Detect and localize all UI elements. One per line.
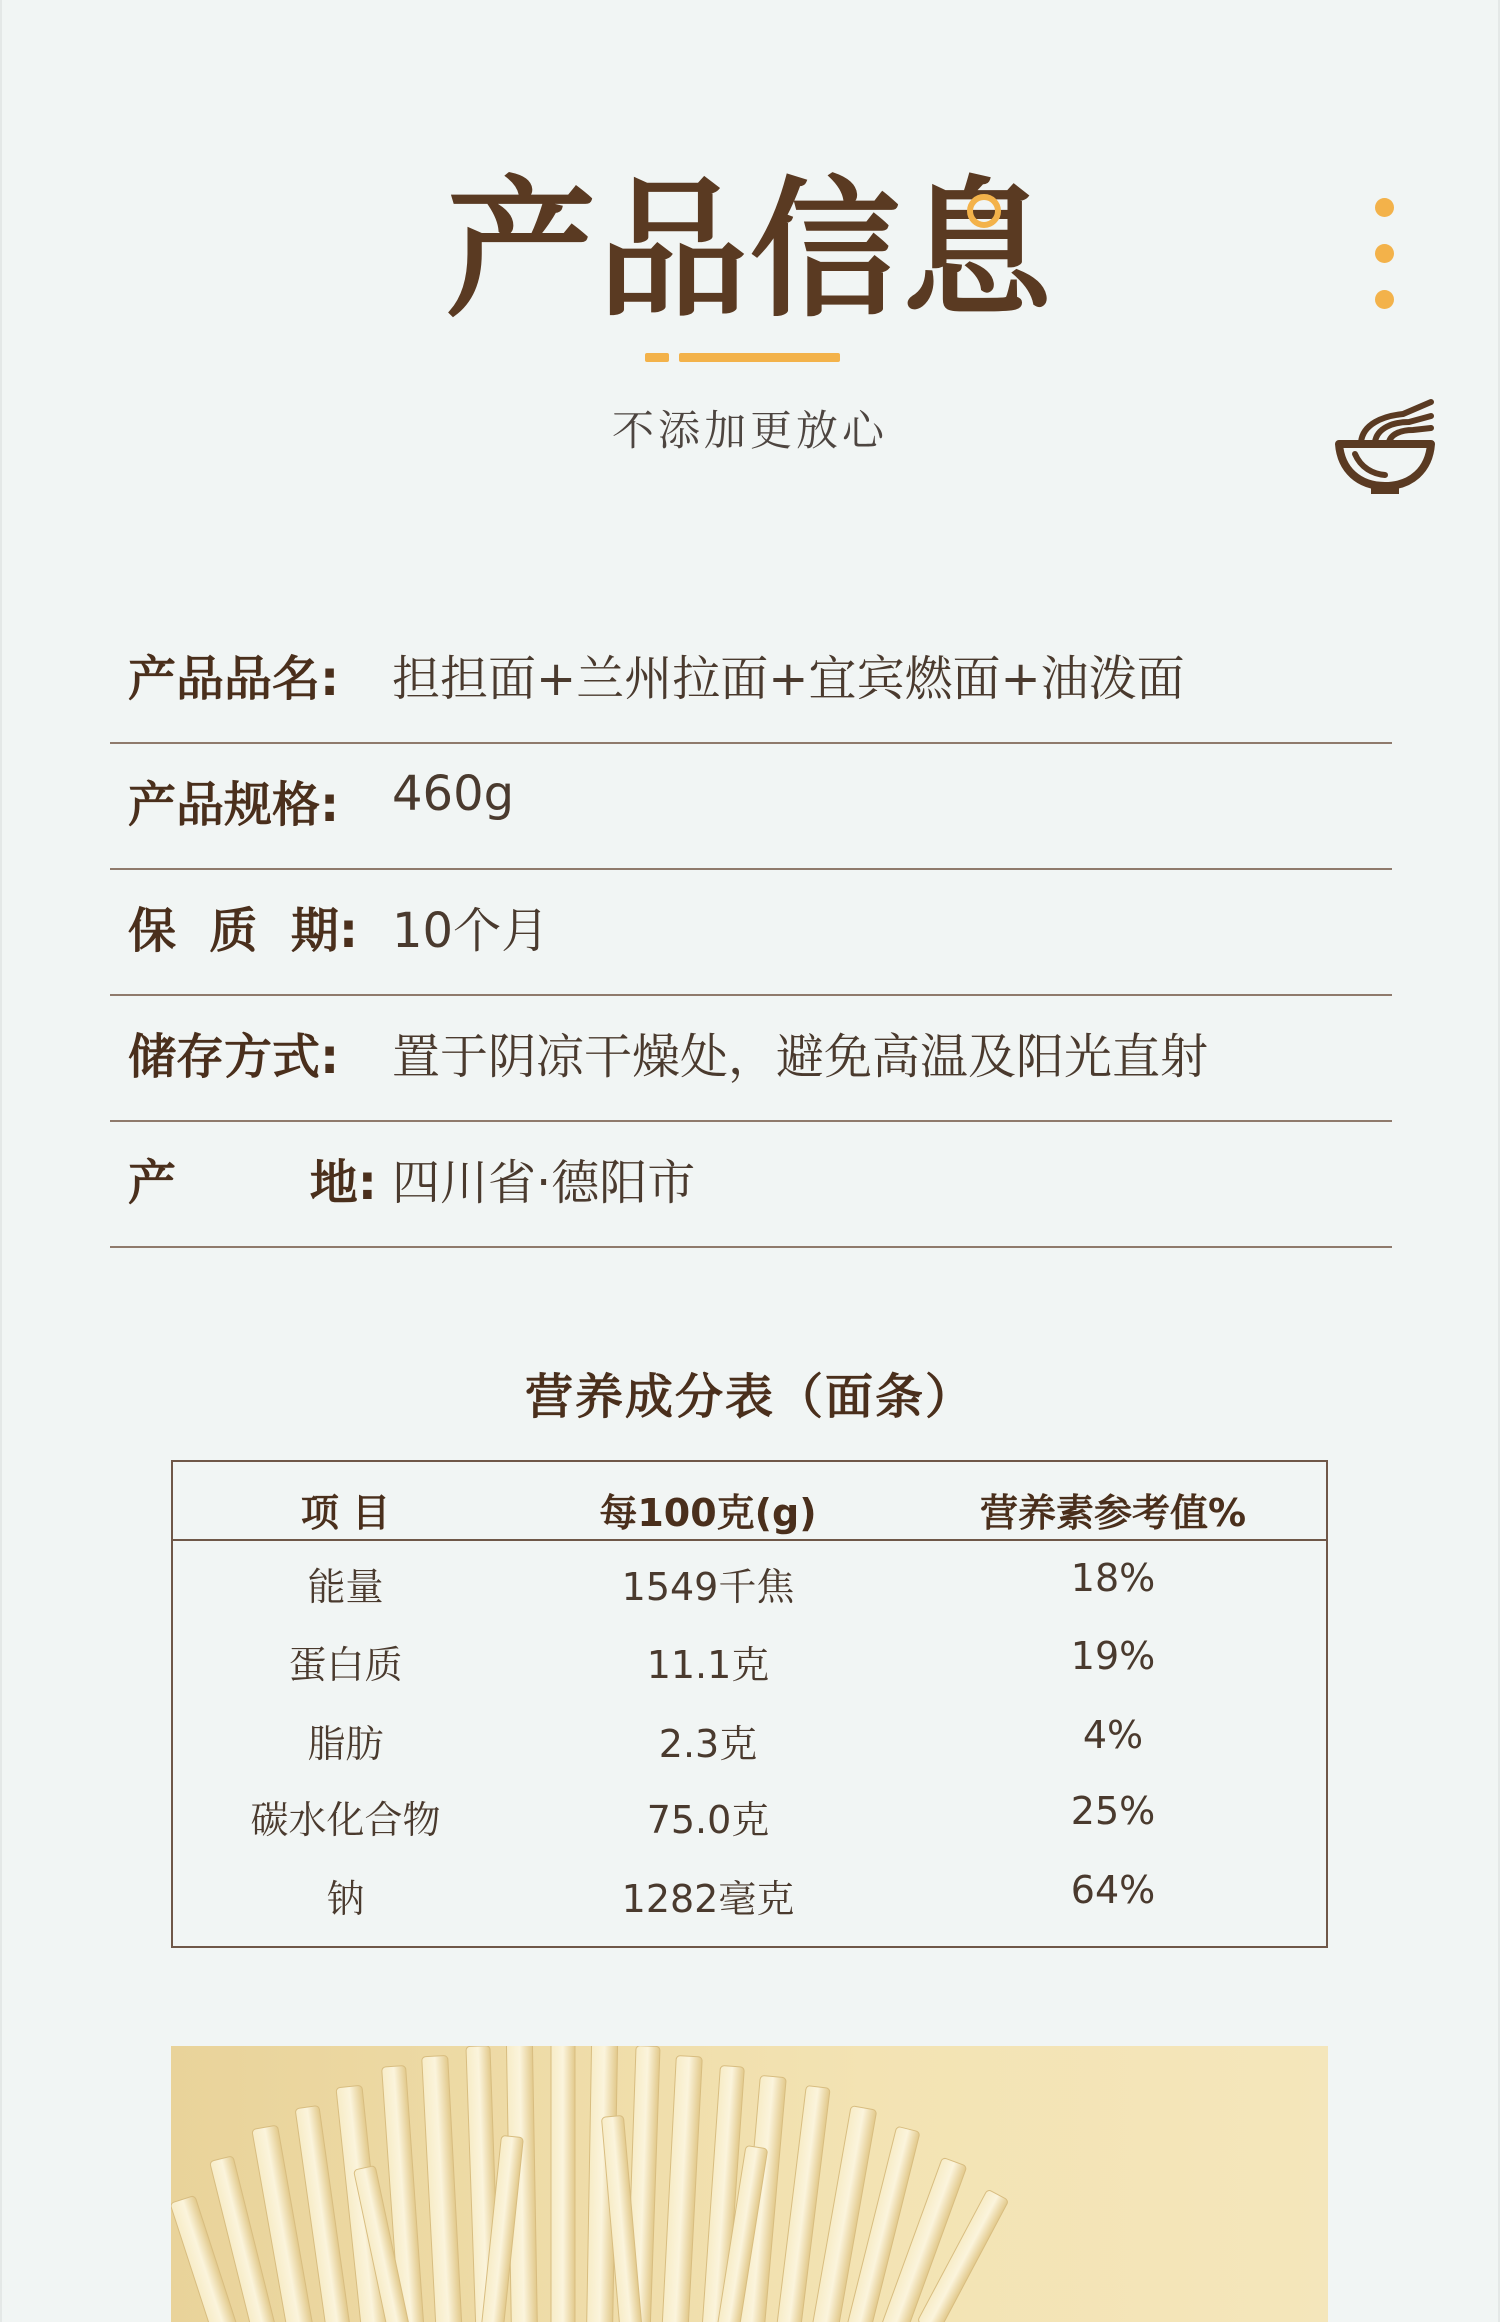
nutrient-nrv: 19%	[1070, 1634, 1156, 1678]
nutrition-title: 营养成分表（面条）	[524, 1369, 975, 1425]
left-border	[0, 0, 2, 2322]
nutrient-nrv: 25%	[1070, 1789, 1156, 1833]
product-info-list	[110, 618, 1392, 1248]
info-row-spec	[110, 744, 1392, 870]
info-value: 10个月	[392, 903, 550, 959]
nutrient-nrv: 64%	[1070, 1868, 1156, 1912]
info-label: 保 质 期:	[128, 903, 359, 959]
table-row	[173, 1713, 1326, 1791]
nutrient-name: 脂肪	[307, 1722, 384, 1766]
nutrient-name: 碳水化合物	[250, 1798, 441, 1842]
info-label: 储存方式:	[128, 1029, 340, 1085]
nutrient-nrv: 18%	[1070, 1556, 1156, 1600]
nutrient-amount: 75.0克	[646, 1798, 770, 1842]
nutrition-header-row	[173, 1462, 1326, 1541]
info-value: 担担面+兰州拉面+宜宾燃面+油泼面	[392, 651, 1185, 707]
page-subtitle: 不添加更放心	[611, 406, 888, 455]
info-value: 460g	[392, 766, 515, 822]
table-row	[173, 1556, 1326, 1634]
header-per-100g: 每100克(g)	[599, 1491, 817, 1535]
nutrition-table	[171, 1460, 1328, 1948]
header-item: 项 目	[300, 1491, 391, 1535]
info-value: 四川省·德阳市	[392, 1155, 696, 1211]
nutrient-name: 蛋白质	[288, 1643, 403, 1687]
table-row	[173, 1868, 1326, 1946]
nutrient-name: 钠	[326, 1877, 365, 1921]
nutrient-amount: 11.1克	[646, 1643, 770, 1687]
header-nrv: 营养素参考值%	[979, 1491, 1247, 1535]
noodles-illustration	[171, 2046, 1328, 2322]
info-label: 产品规格:	[128, 777, 340, 833]
title-accent-ring	[967, 194, 1001, 228]
nutrient-amount: 1282毫克	[621, 1877, 795, 1921]
page-title: 产品信息	[445, 162, 1054, 338]
vertical-dots-icon	[1375, 198, 1395, 336]
info-row-name	[110, 618, 1392, 744]
table-row	[173, 1789, 1326, 1867]
info-label: 产 地:	[128, 1155, 377, 1211]
info-row-shelf-life	[110, 870, 1392, 996]
info-row-origin	[110, 1122, 1392, 1248]
info-label: 产品品名:	[128, 651, 340, 707]
noodle-bowl-icon	[1333, 394, 1437, 498]
table-row	[173, 1634, 1326, 1712]
title-underline-short	[645, 353, 669, 362]
nutrient-amount: 2.3克	[658, 1722, 758, 1766]
nutrient-nrv: 4%	[1082, 1713, 1144, 1757]
title-underline-long	[679, 353, 840, 362]
info-value: 置于阴凉干燥处，避免高温及阳光直射	[392, 1029, 1209, 1085]
nutrient-amount: 1549千焦	[621, 1565, 795, 1609]
info-row-storage	[110, 996, 1392, 1122]
nutrient-name: 能量	[307, 1565, 384, 1609]
dried-noodles-photo	[171, 2046, 1328, 2322]
